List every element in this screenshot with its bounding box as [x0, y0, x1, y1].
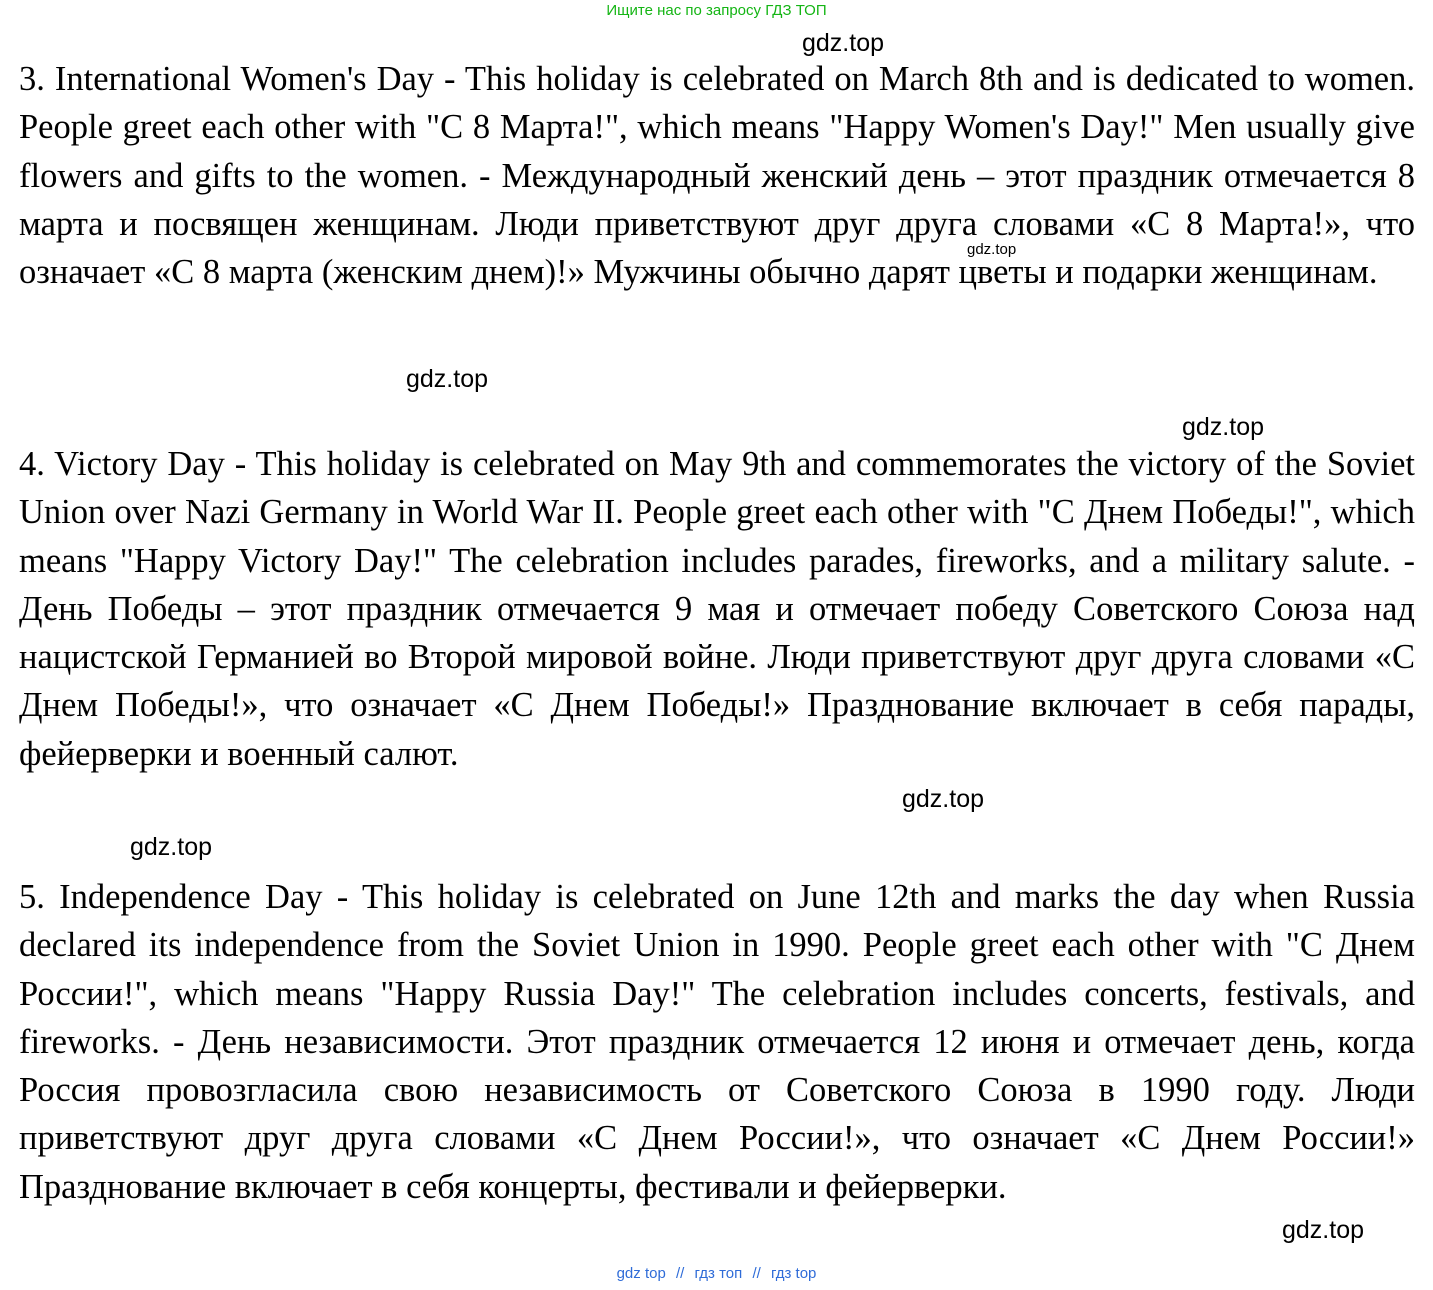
watermark-bottom-right: gdz.top [1282, 1216, 1365, 1244]
footer-link-gdz-top-ru[interactable]: гдз топ [694, 1265, 743, 1282]
watermark-before-p4: gdz.top [1182, 413, 1265, 441]
footer-links [0, 1265, 1433, 1282]
footer-separator: // [675, 1265, 685, 1282]
paragraph-victory-day: 4. Victory Day - This holiday is celebrated on May 9th and commemorates the victory of the Soviet Union over Nazi Germany in World War II. People greet each other with "С Днем Победы!", which means "Happy Victory Day!" The celebration includes parades, fireworks, and a military salute. - День Победы – этот праздник отмечается 9 мая и отмечает победу Советского Союза над нацистской Германией во Второй мировой войне. Люди приветствуют друг друга словами «С Днем Победы!», что означает «С Днем Победы!» Празднование включает в себя парады, фейерверки и военный салют. [19, 445, 1415, 773]
footer-link-gdz-top-mixed[interactable]: гдз top [770, 1265, 817, 1282]
footer-link-gdz-top[interactable]: gdz top [616, 1265, 666, 1282]
search-hint-banner: Ищите нас по запросу ГДЗ ТОП [606, 2, 827, 19]
paragraph-womens-day: 3. International Women's Day - This holiday is celebrated on March 8th and is dedicated to women. People greet each other with "С 8 Марта!", which means "Happy Women's Day!" Men usually give flowers and gifts to the women. - Международный женский день – этот праздник отмечается 8 марта и посвящен женщинам. Люди приветствуют друг друга словами «С 8 Марта!», что означает «С 8 марта (женским днем)!» Мужчины обычно дарят цветы и подарки женщинам. [19, 60, 1415, 292]
watermark-inline-small: gdz.top [967, 241, 1017, 258]
watermark-after-p3: gdz.top [406, 365, 489, 393]
watermark-top: gdz.top [802, 29, 885, 57]
watermark-after-p4: gdz.top [902, 785, 985, 813]
footer-separator: // [752, 1265, 761, 1282]
watermark-before-p5: gdz.top [130, 833, 213, 861]
paragraph-independence-day: 5. Independence Day - This holiday is celebrated on June 12th and marks the day when Russia declared its independence from the Soviet Union in 1990. People greet each other with "С Днем России!", which means "Happy Russia Day!" The celebration includes concerts, festivals, and fireworks. - День независимости. Этот праздник отмечается 12 июня и отмечает день, когда Россия провозгласила свою независимость от Советского Союза в 1990 году. Люди приветствуют друг друга словами «С Днем России!», что означает «С Днем России!» Празднование включает в себя концерты, фестивали и фейерверки. [19, 878, 1415, 1206]
